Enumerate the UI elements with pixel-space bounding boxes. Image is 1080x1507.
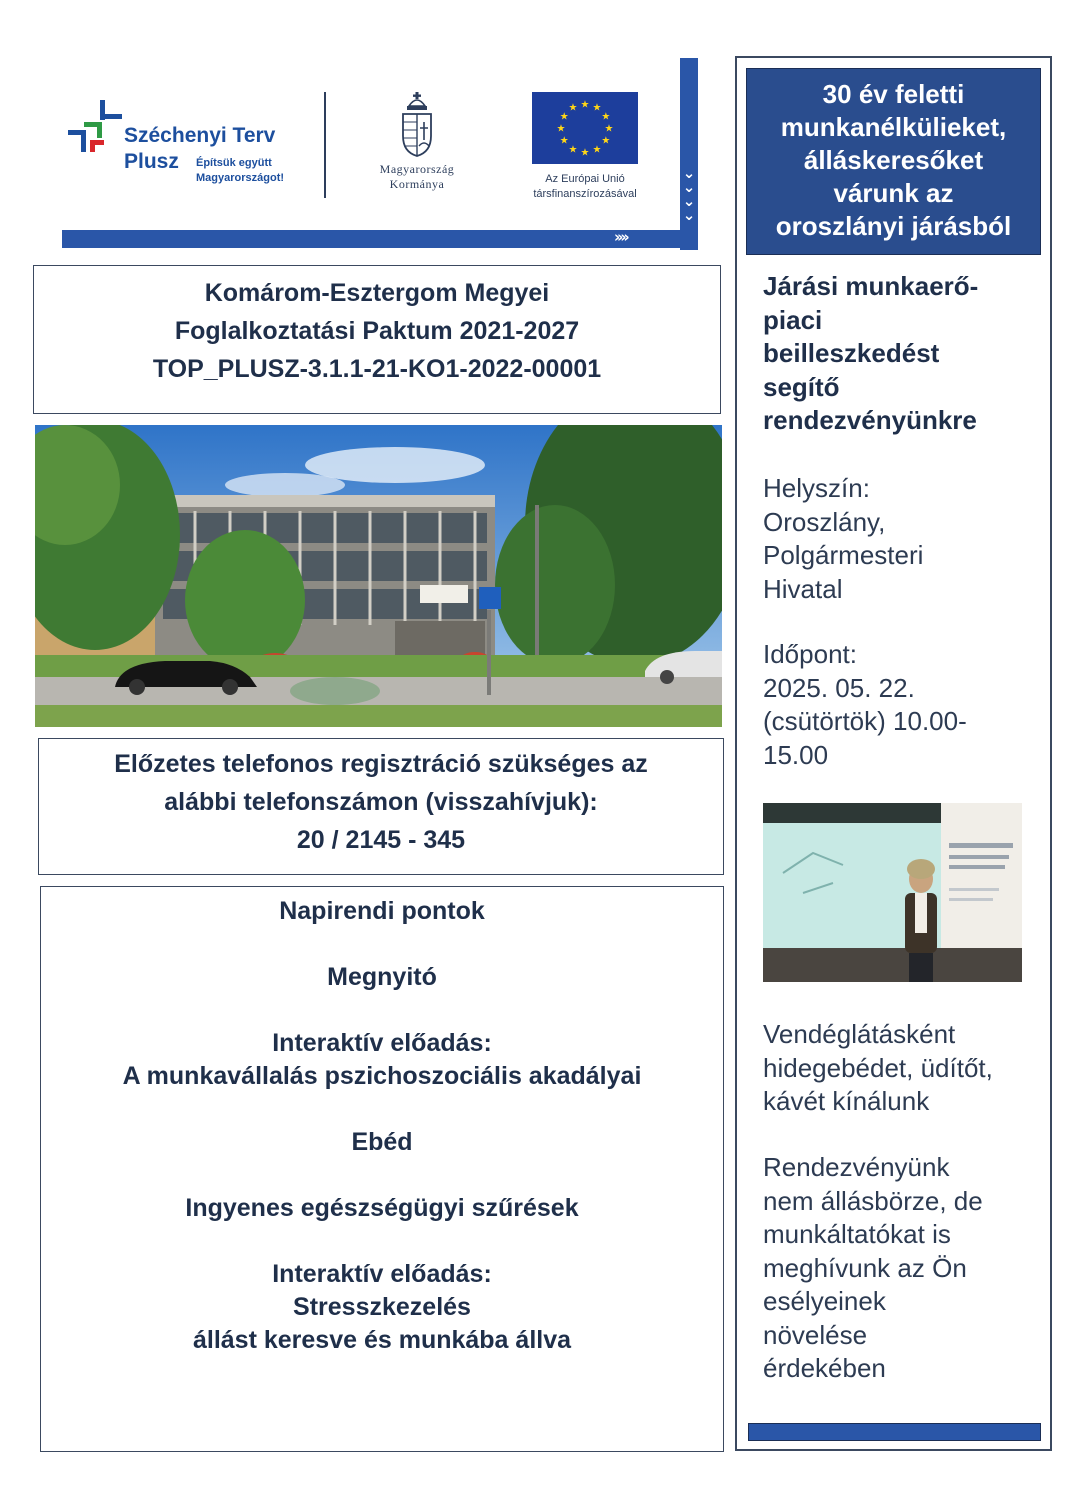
eu-flag-icon bbox=[532, 92, 638, 164]
event-title-line1: Járási munkaerő- bbox=[763, 271, 979, 301]
eu-star-icon: ★ bbox=[601, 135, 611, 147]
hospitality-line3: kávét kínálunk bbox=[763, 1086, 930, 1116]
town-hall-photo bbox=[35, 425, 722, 727]
sidebar-header-line2: munkanélkülieket, bbox=[780, 112, 1007, 142]
note-line4: meghívunk az Ön bbox=[763, 1252, 967, 1283]
eu-star-icon: ★ bbox=[568, 144, 578, 156]
venue-line2: Polgármesteri bbox=[763, 540, 924, 570]
note-line6: növelése bbox=[763, 1319, 868, 1350]
logo-separator bbox=[324, 92, 326, 198]
note-line1: Rendezvényünk bbox=[763, 1152, 950, 1182]
eu-star-icon: ★ bbox=[604, 123, 614, 135]
sidebar-footer-bar bbox=[748, 1423, 1041, 1441]
agenda-opening: Megnyitó bbox=[327, 963, 437, 991]
szechenyi-terv-logo bbox=[68, 100, 308, 190]
header-band-horizontal bbox=[62, 230, 698, 248]
szechenyi-plus: Plusz bbox=[124, 150, 179, 173]
sidebar-header bbox=[746, 68, 1041, 255]
eu-star-icon: ★ bbox=[559, 111, 569, 123]
eu-cofinancing-logo bbox=[520, 92, 650, 202]
town-hall-illustration bbox=[35, 425, 722, 727]
registration-box bbox=[38, 738, 724, 875]
eu-star-icon: ★ bbox=[559, 135, 569, 147]
note-block bbox=[763, 1151, 1043, 1386]
agenda-talk1-title: A munkavállalás pszichoszociális akadályai bbox=[122, 1062, 642, 1090]
event-title bbox=[763, 270, 1043, 438]
eu-star-icon: ★ bbox=[592, 102, 602, 114]
kormany-line2: Kormánya bbox=[389, 177, 445, 191]
eu-star-icon: ★ bbox=[592, 144, 602, 156]
registration-line1: Előzetes telefonos regisztráció szükséges az bbox=[114, 750, 648, 778]
note-line3: munkáltatókat is bbox=[763, 1219, 951, 1249]
hospitality-line2: hidegebédet, üdítőt, bbox=[763, 1052, 993, 1083]
presentation-illustration bbox=[763, 803, 1022, 982]
event-title-line4: segítő bbox=[763, 371, 840, 402]
note-line5: esélyeinek bbox=[763, 1286, 886, 1316]
szechenyi-title: Széchenyi Terv bbox=[124, 124, 276, 147]
sidebar-header-line5: oroszlányi járásból bbox=[775, 211, 1012, 241]
agenda-talk2-title-line1: Stresszkezelés bbox=[293, 1293, 471, 1321]
eu-line2: társfinanszírozásával bbox=[533, 188, 637, 200]
registration-line2: alábbi telefonszámon (visszahívjuk): bbox=[164, 788, 598, 816]
venue-block bbox=[763, 472, 1043, 606]
registration-phone: 20 / 2145 - 345 bbox=[296, 826, 466, 854]
logo-band bbox=[62, 58, 698, 250]
note-line2: nem állásbörze, de bbox=[763, 1185, 983, 1216]
sidebar-header-line4: várunk az bbox=[833, 178, 954, 208]
venue-line1: Oroszlány, bbox=[763, 506, 886, 537]
szechenyi-cross-icon bbox=[68, 100, 122, 154]
venue-label: Helyszín: bbox=[763, 473, 870, 503]
note-line7: érdekében bbox=[763, 1353, 886, 1383]
hospitality-block bbox=[763, 1018, 1043, 1119]
agenda-lunch: Ebéd bbox=[351, 1128, 413, 1156]
agenda-box bbox=[40, 886, 724, 1452]
magyarorszag-kormanya-logo bbox=[352, 92, 482, 202]
project-title-box bbox=[33, 265, 721, 414]
kormany-text bbox=[352, 162, 482, 192]
date-line3: 15.00 bbox=[763, 739, 829, 770]
eu-line1: Az Európai Unió bbox=[545, 173, 625, 185]
hospitality-line1: Vendéglátásként bbox=[763, 1019, 956, 1049]
eu-star-icon: ★ bbox=[568, 102, 578, 114]
event-title-line3: beilleszkedést bbox=[763, 338, 940, 368]
project-title-line2: Foglalkoztatási Paktum 2021-2027 bbox=[174, 317, 580, 345]
date-line1: 2025. 05. 22. bbox=[763, 672, 915, 703]
project-title-line1: Komárom-Esztergom Megyei bbox=[204, 279, 550, 307]
date-block bbox=[763, 638, 1043, 772]
date-line2: (csütörtök) 10.00- bbox=[763, 706, 967, 736]
eu-star-icon: ★ bbox=[556, 123, 566, 135]
date-label: Időpont: bbox=[763, 639, 857, 669]
szechenyi-slogan bbox=[196, 156, 316, 186]
szechenyi-slogan-line1: Építsük együtt bbox=[196, 157, 272, 169]
eu-text bbox=[520, 172, 650, 202]
venue-line3: Hivatal bbox=[763, 573, 843, 604]
chevrons-down-icon: ⌄ ⌄ ⌄ ⌄ bbox=[682, 164, 696, 224]
agenda-heading: Napirendi pontok bbox=[279, 897, 485, 925]
agenda-talk2-title-line2: állást keresve és munkába állva bbox=[192, 1326, 572, 1354]
event-title-line5: rendezvényünkre bbox=[763, 405, 977, 435]
kormany-line1: Magyarország bbox=[379, 162, 455, 176]
event-title-line2: piaci bbox=[763, 304, 823, 335]
eu-star-icon: ★ bbox=[601, 111, 611, 123]
sidebar-header-line3: álláskeresőket bbox=[803, 145, 984, 175]
coat-of-arms-icon bbox=[397, 92, 437, 158]
szechenyi-slogan-line2: Magyarországot! bbox=[196, 172, 285, 184]
eu-star-icon: ★ bbox=[580, 147, 590, 159]
agenda-talk2-label: Interaktív előadás: bbox=[272, 1260, 492, 1288]
chevrons-right-icon: ›››› bbox=[614, 228, 627, 246]
agenda-screening: Ingyenes egészségügyi szűrések bbox=[185, 1194, 579, 1222]
presentation-photo bbox=[763, 803, 1022, 982]
project-code: TOP_PLUSZ-3.1.1-21-KO1-2022-00001 bbox=[152, 355, 602, 383]
agenda-talk1-label: Interaktív előadás: bbox=[272, 1029, 492, 1057]
sidebar-header-line1: 30 év feletti bbox=[822, 79, 965, 109]
eu-star-icon: ★ bbox=[580, 99, 590, 111]
